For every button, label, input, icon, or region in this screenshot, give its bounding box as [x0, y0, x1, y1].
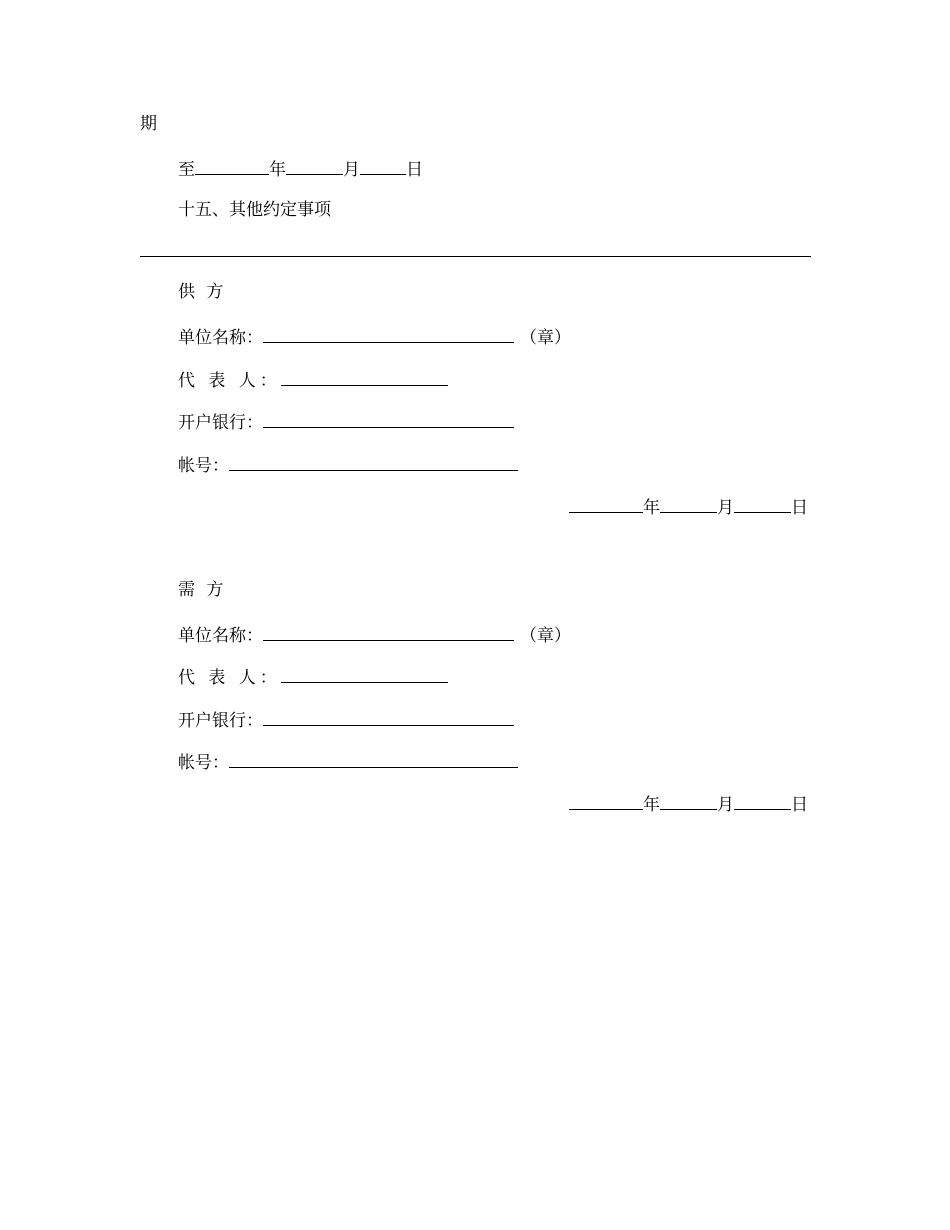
- supplier-heading: [178, 282, 226, 304]
- supplier-bank-row: [178, 410, 514, 432]
- supplier-bank-field[interactable]: [263, 410, 514, 428]
- buyer-seal-text: （章）: [520, 626, 571, 646]
- month-blank[interactable]: [286, 157, 343, 175]
- supplier-account-label: 帐号：: [178, 456, 229, 476]
- supplier-year-text: 年: [643, 498, 660, 518]
- buyer-month-blank[interactable]: [660, 792, 717, 810]
- supplier-day-text: 日: [791, 498, 808, 518]
- to-text: 至: [178, 160, 195, 180]
- buyer-heading-text: 需 方: [178, 580, 227, 600]
- supplier-month-blank[interactable]: [660, 495, 717, 513]
- other-terms-text: 十五、其他约定事项: [178, 200, 331, 220]
- other-terms-heading: [178, 200, 331, 222]
- buyer-bank-label: 开户银行：: [178, 711, 263, 731]
- month-text: 月: [343, 160, 360, 180]
- supplier-rep-row: [178, 368, 448, 390]
- buyer-account-field[interactable]: [229, 750, 518, 768]
- buyer-bank-field[interactable]: [263, 708, 514, 726]
- buyer-rep-row: [178, 665, 448, 687]
- supplier-seal-text: （章）: [520, 328, 571, 348]
- buyer-year-text: 年: [643, 795, 660, 815]
- supplier-unit-name-row: [178, 325, 571, 347]
- supplier-heading-text: 供 方: [178, 282, 227, 302]
- buyer-day-text: 日: [791, 795, 808, 815]
- supplier-year-blank[interactable]: [569, 495, 643, 513]
- supplier-bank-label: 开户银行：: [178, 413, 263, 433]
- period-end-date: [178, 157, 423, 179]
- buyer-bank-row: [178, 708, 514, 730]
- supplier-unit-name-label: 单位名称：: [178, 328, 263, 348]
- year-blank[interactable]: [195, 157, 269, 175]
- buyer-heading: [178, 580, 226, 602]
- buyer-rep-field[interactable]: [281, 665, 448, 683]
- supplier-rep-label: 代 表 人：: [178, 371, 281, 391]
- buyer-rep-label: 代 表 人：: [178, 668, 281, 688]
- buyer-unit-name-row: [178, 623, 571, 645]
- supplier-unit-name-field[interactable]: [263, 325, 514, 343]
- year-text: 年: [269, 160, 286, 180]
- day-blank[interactable]: [360, 157, 406, 175]
- buyer-unit-name-field[interactable]: [263, 623, 514, 641]
- buyer-date-row: [569, 792, 808, 815]
- buyer-month-text: 月: [717, 795, 734, 815]
- period-text: 期: [140, 114, 157, 134]
- supplier-date-row: [569, 495, 808, 518]
- buyer-day-blank[interactable]: [734, 792, 791, 810]
- supplier-account-field[interactable]: [229, 453, 518, 471]
- supplier-month-text: 月: [717, 498, 734, 518]
- buyer-account-row: [178, 750, 518, 772]
- supplier-day-blank[interactable]: [734, 495, 791, 513]
- other-terms-fill-line[interactable]: [140, 256, 811, 257]
- buyer-unit-name-label: 单位名称：: [178, 626, 263, 646]
- supplier-account-row: [178, 453, 518, 475]
- supplier-rep-field[interactable]: [281, 368, 448, 386]
- day-text: 日: [406, 160, 423, 180]
- buyer-year-blank[interactable]: [569, 792, 643, 810]
- period-label: [140, 114, 157, 136]
- buyer-account-label: 帐号：: [178, 753, 229, 773]
